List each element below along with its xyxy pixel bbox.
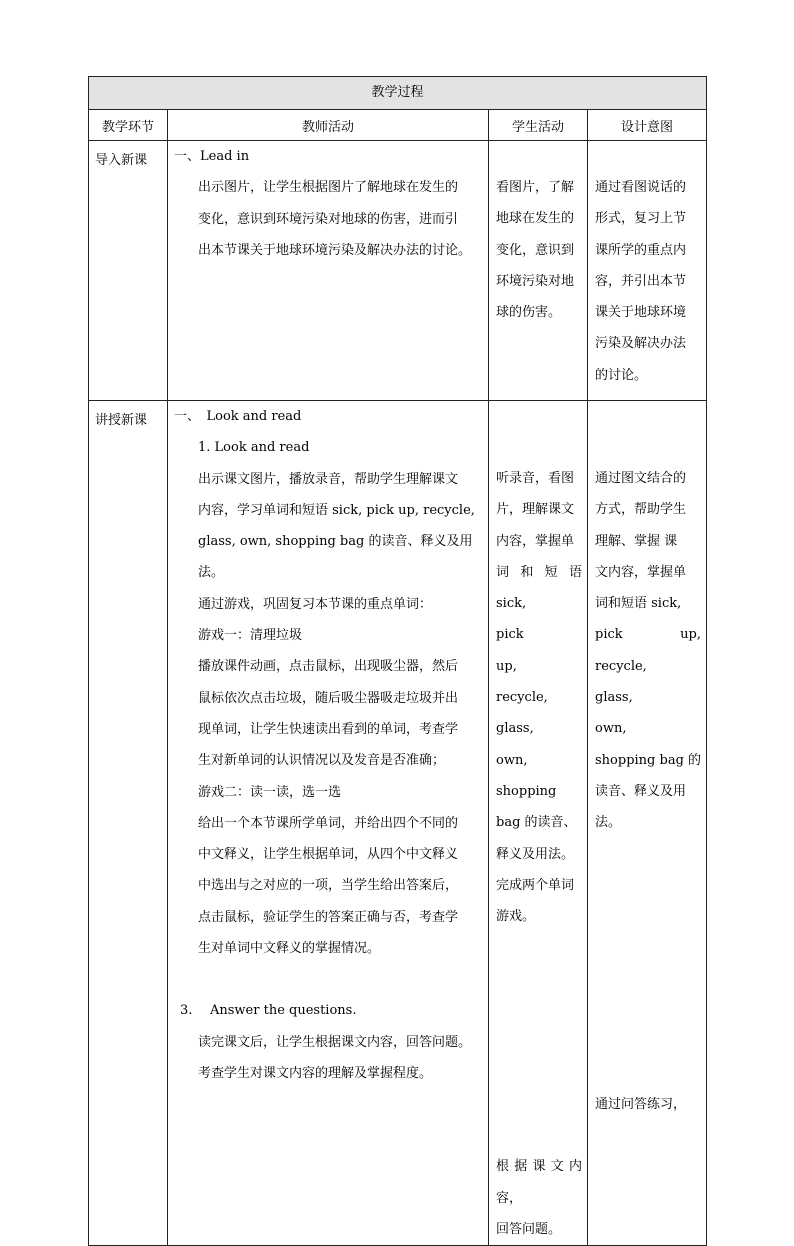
- text-line: 内容，学习单词和短语 sick, pick up, recycle,: [198, 502, 475, 518]
- text-line: 形式，复习上节: [595, 211, 687, 227]
- text-line: 生对新单词的认识情况以及发音是否准确；: [198, 753, 446, 769]
- student-activity-cell: [489, 141, 588, 401]
- text-line: 听录音，看图: [496, 471, 575, 486]
- text-line: 生对单词中文释义的掌握情况。: [198, 941, 381, 957]
- text-line: shopping bag 的: [595, 752, 702, 768]
- text-line: 通过问答练习，: [595, 1096, 687, 1112]
- text-line: 中文释义，让学生根据单词，从四个中文释义: [198, 847, 459, 863]
- text-line: bag 的读音、: [496, 815, 577, 831]
- section-heading: 一、Lead in: [174, 149, 250, 164]
- text-line: 根据课文内容，: [496, 1159, 582, 1206]
- teacher-activity-cell: [168, 401, 489, 1246]
- text-line: 词和短语 sick,: [595, 596, 682, 612]
- table-row: [89, 401, 707, 1246]
- text-line: 出示图片，让学生根据图片了解地球在发生的: [198, 180, 459, 196]
- text-line: 片，理解课文: [496, 502, 575, 518]
- text-line: own, shopping: [496, 752, 557, 799]
- text-line: 读完课文后，让学生根据课文内容，回答问题。: [198, 1034, 472, 1050]
- text-line: 课关于地球环境: [595, 305, 687, 321]
- text-line: 游戏。: [496, 909, 536, 925]
- text-line: 考查学生对课文内容的理解及掌握程度。: [198, 1065, 433, 1081]
- text-line: 完成两个单词: [496, 877, 575, 893]
- table-row: [89, 141, 707, 401]
- text-line: 通过图文结合的: [595, 471, 687, 486]
- text-line: 法。: [595, 815, 622, 831]
- text-line: 游戏一：清理垃圾: [198, 628, 303, 644]
- text-line: pick up, recycle,: [595, 627, 702, 674]
- design-intent-cell: [588, 141, 707, 401]
- text-line: 鼠标依次点击垃圾，随后吸尘器吸走垃圾并出: [198, 690, 459, 706]
- text-line: 现单词，让学生快速读出看到的单词，考查学: [198, 721, 459, 737]
- text-line: recycle, glass,: [496, 690, 548, 737]
- text-line: 播放课件动画，点击鼠标，出现吸尘器，然后: [198, 659, 459, 675]
- text-line: 地球在发生的: [496, 211, 575, 227]
- text-line: 的讨论。: [595, 367, 648, 383]
- stage-cell: [89, 141, 168, 401]
- text-line: 理解、掌握 课: [595, 533, 678, 549]
- sub-heading: 1. Look and read: [198, 440, 310, 456]
- text-line: 词和短语 sick,: [496, 564, 582, 612]
- text-line: 出示课文图片，播放录音，帮助学生理解课文: [198, 471, 459, 487]
- text-line: 点击鼠标，验证学生的答案正确与否，考查学: [198, 909, 459, 925]
- text-line: 给出一个本节课所学单词，并给出四个不同的: [198, 815, 459, 831]
- table-title-cell: [89, 77, 707, 110]
- stage-label: 导入新课: [95, 153, 148, 168]
- text-line: 变化，意识到: [496, 242, 575, 258]
- text-line: 通过看图说话的: [595, 180, 687, 195]
- teaching-process-table: [88, 76, 707, 1246]
- text-line: 变化，意识到环境污染对地球的伤害，进而引: [198, 211, 459, 227]
- text-line: glass, own, shopping bag 的读音、释义及用法。: [198, 534, 473, 581]
- text-line: 出本节课关于地球环境污染及解决办法的讨论。: [198, 242, 472, 258]
- header-student-activity: 学生活动: [489, 110, 588, 141]
- text-line: 环境污染对地: [496, 273, 575, 289]
- section-heading: 一、 Look and read: [174, 409, 302, 424]
- text-line: 中选出与之对应的一项，当学生给出答案后，: [198, 878, 459, 894]
- text-line: 看图片，了解: [496, 180, 575, 195]
- text-line: 课所学的重点内: [595, 242, 687, 258]
- question-heading: 3. Answer the questions.: [180, 1003, 357, 1019]
- header-design-intent: 设计意图: [588, 110, 707, 141]
- text-line: 通过游戏，巩固复习本节课的重点单词：: [198, 596, 433, 612]
- header-teacher-activity: 教师活动: [168, 110, 489, 141]
- stage-cell: [89, 401, 168, 1246]
- text-line: 容，并引出本节: [595, 273, 687, 289]
- table-title: 教学过程: [371, 85, 424, 100]
- stage-label: 讲授新课: [95, 413, 148, 428]
- text-line: 回答问题。: [496, 1222, 562, 1238]
- student-activity-cell: [489, 401, 588, 1246]
- text-line: 方式，帮助学生: [595, 502, 687, 518]
- teacher-activity-cell: [168, 141, 489, 401]
- text-line: 文内容，掌握单: [595, 564, 687, 580]
- text-line: 读音、释义及用: [595, 783, 687, 799]
- text-line: glass, own,: [595, 690, 672, 737]
- design-intent-cell: [588, 401, 707, 1246]
- text-line: pick up,: [496, 627, 563, 674]
- header-stage: 教学环节: [89, 110, 168, 141]
- text-line: 球的伤害。: [496, 305, 562, 321]
- text-line: 释义及用法。: [496, 846, 575, 862]
- text-line: 内容，掌握单: [496, 533, 575, 549]
- text-line: 污染及解决办法: [595, 336, 687, 352]
- text-line: 游戏二：读一读，选一选: [198, 784, 342, 800]
